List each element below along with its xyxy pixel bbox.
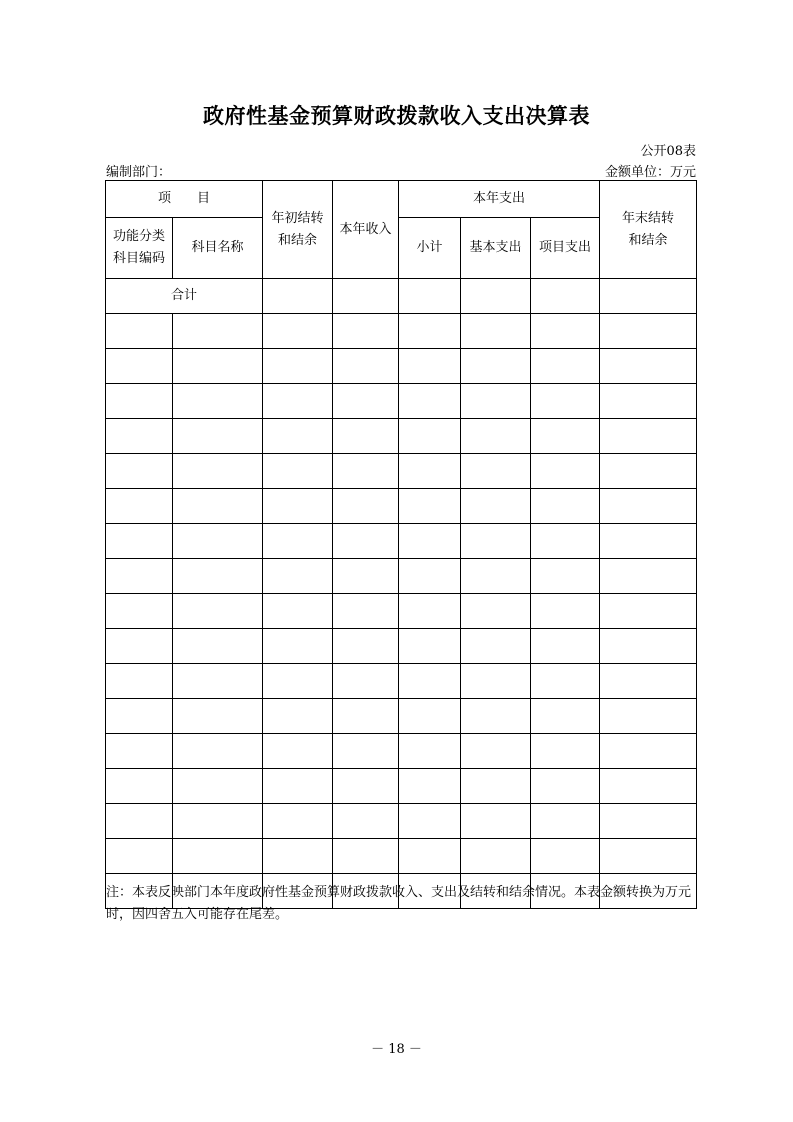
table-cell (461, 384, 531, 419)
table-cell (333, 349, 399, 384)
total-cell (600, 279, 697, 314)
table-row (106, 489, 697, 524)
table-cell (173, 314, 263, 349)
table-cell (106, 664, 173, 699)
table-cell (333, 734, 399, 769)
header-subtotal: 小计 (399, 218, 461, 279)
table-cell (333, 594, 399, 629)
table-cell (106, 559, 173, 594)
table-cell (399, 664, 461, 699)
table-cell (263, 314, 333, 349)
table-cell (399, 314, 461, 349)
table-cell (531, 699, 600, 734)
table-cell (333, 524, 399, 559)
table-row (106, 699, 697, 734)
table-cell (461, 839, 531, 874)
table-cell (461, 769, 531, 804)
table-cell (173, 454, 263, 489)
table-cell (333, 664, 399, 699)
table-cell (106, 699, 173, 734)
table-cell (106, 839, 173, 874)
table-cell (263, 384, 333, 419)
table-cell (263, 734, 333, 769)
table-cell (399, 699, 461, 734)
table-cell (263, 629, 333, 664)
table-cell (399, 629, 461, 664)
table-row (106, 629, 697, 664)
table-cell (106, 454, 173, 489)
table-cell (399, 804, 461, 839)
table-cell (333, 419, 399, 454)
table-cell (600, 839, 697, 874)
table-cell (263, 664, 333, 699)
table-cell (173, 769, 263, 804)
page-number: － 18 － (371, 1042, 422, 1057)
header-income: 本年收入 (333, 181, 399, 279)
table-cell (173, 734, 263, 769)
table-cell (333, 769, 399, 804)
header-end-balance-text: 年末结转 和结余 (622, 210, 675, 248)
table-cell (461, 489, 531, 524)
table-cell (263, 594, 333, 629)
header-project-exp: 项目支出 (531, 218, 600, 279)
table-cell (600, 524, 697, 559)
table-cell (600, 454, 697, 489)
table-cell (173, 559, 263, 594)
table-cell (263, 454, 333, 489)
table-cell (106, 734, 173, 769)
table-cell (531, 769, 600, 804)
department-label: 编制部门： (106, 165, 172, 180)
table-row (106, 454, 697, 489)
table-cell (263, 804, 333, 839)
table-cell (531, 349, 600, 384)
table-cell (399, 839, 461, 874)
table-cell (531, 734, 600, 769)
table-cell (600, 489, 697, 524)
table-row (106, 559, 697, 594)
table-cell (173, 489, 263, 524)
total-row (106, 279, 697, 314)
table-cell (399, 419, 461, 454)
total-cell (461, 279, 531, 314)
header-begin-balance-text: 年初结转 和结余 (271, 210, 324, 248)
header-item: 项 目 (106, 181, 263, 218)
table-cell (531, 384, 600, 419)
table-cell (531, 489, 600, 524)
table-cell (531, 524, 600, 559)
table-cell (600, 559, 697, 594)
table-cell (600, 349, 697, 384)
table-cell (173, 664, 263, 699)
table-cell (399, 454, 461, 489)
total-cell (263, 279, 333, 314)
header-func-code (106, 218, 173, 279)
table-cell (263, 839, 333, 874)
table-cell (263, 349, 333, 384)
table-cell (600, 734, 697, 769)
header-begin-balance (263, 181, 333, 279)
table-cell (173, 699, 263, 734)
table-cell (106, 769, 173, 804)
table-row (106, 769, 697, 804)
table-cell (106, 629, 173, 664)
table-cell (333, 699, 399, 734)
table-cell (600, 664, 697, 699)
table-cell (600, 314, 697, 349)
table-cell (531, 594, 600, 629)
table-cell (531, 314, 600, 349)
table-cell (531, 664, 600, 699)
table-cell (106, 419, 173, 454)
table-cell (461, 314, 531, 349)
table-cell (333, 384, 399, 419)
header-end-balance (600, 181, 697, 279)
table-row (106, 664, 697, 699)
table-row (106, 594, 697, 629)
table-cell (531, 559, 600, 594)
table-cell (173, 804, 263, 839)
table-cell (173, 419, 263, 454)
table-cell (263, 419, 333, 454)
table-cell (106, 349, 173, 384)
form-code: 公开08表 (640, 144, 696, 159)
table-cell (106, 804, 173, 839)
table-cell (399, 524, 461, 559)
table-cell (399, 384, 461, 419)
table-cell (106, 489, 173, 524)
table-cell (106, 314, 173, 349)
table-cell (333, 314, 399, 349)
table-cell (531, 454, 600, 489)
header-subject-name: 科目名称 (173, 218, 263, 279)
unit-label: 金额单位：万元 (604, 165, 696, 180)
table-cell (600, 699, 697, 734)
table-cell (173, 349, 263, 384)
table-cell (600, 804, 697, 839)
table-cell (106, 524, 173, 559)
header-basic-exp: 基本支出 (461, 218, 531, 279)
table-cell (263, 769, 333, 804)
table-cell (399, 594, 461, 629)
table-cell (333, 454, 399, 489)
table-cell (173, 594, 263, 629)
table-cell (600, 769, 697, 804)
table-cell (333, 839, 399, 874)
table-row (106, 524, 697, 559)
table-cell (399, 489, 461, 524)
table-cell (173, 839, 263, 874)
total-cell (399, 279, 461, 314)
table-cell (461, 349, 531, 384)
table-cell (461, 664, 531, 699)
table-row (106, 314, 697, 349)
header-expenditure: 本年支出 (399, 181, 600, 218)
table-cell (399, 734, 461, 769)
table-cell (461, 629, 531, 664)
table-cell (600, 629, 697, 664)
total-label: 合计 (106, 279, 263, 314)
table-cell (461, 559, 531, 594)
table-cell (173, 524, 263, 559)
table-cell (531, 804, 600, 839)
table-cell (531, 419, 600, 454)
table-cell (399, 349, 461, 384)
table-cell (461, 524, 531, 559)
table-cell (106, 384, 173, 419)
table-row (106, 734, 697, 769)
header-func-code-text: 功能分类 科目编码 (112, 229, 165, 266)
table-cell (531, 839, 600, 874)
table-cell (461, 594, 531, 629)
footnote: 注：本表反映部门本年度政府性基金预算财政拨款收入、支出及结转和结余情况。本表金额转换为万元时，因四舍五入可能存在尾差。 (106, 885, 692, 922)
table-cell (600, 419, 697, 454)
table-cell (461, 454, 531, 489)
table-row (106, 349, 697, 384)
table-cell (263, 489, 333, 524)
table-cell (333, 629, 399, 664)
table-cell (173, 629, 263, 664)
table-cell (461, 419, 531, 454)
table-cell (173, 384, 263, 419)
table-cell (461, 804, 531, 839)
table-cell (333, 559, 399, 594)
table-row (106, 839, 697, 874)
table-cell (600, 384, 697, 419)
total-cell (531, 279, 600, 314)
table-cell (461, 699, 531, 734)
budget-table (105, 180, 697, 909)
table-cell (263, 559, 333, 594)
document-title: 政府性基金预算财政拨款收入支出决算表 (203, 104, 590, 128)
table-row (106, 804, 697, 839)
table-row (106, 384, 697, 419)
table-cell (333, 489, 399, 524)
table-cell (333, 804, 399, 839)
table-cell (461, 734, 531, 769)
table-row (106, 419, 697, 454)
total-cell (333, 279, 399, 314)
table-cell (531, 629, 600, 664)
table-cell (263, 699, 333, 734)
table-cell (600, 594, 697, 629)
table-cell (399, 559, 461, 594)
table-cell (106, 594, 173, 629)
table-cell (399, 769, 461, 804)
table-cell (263, 524, 333, 559)
